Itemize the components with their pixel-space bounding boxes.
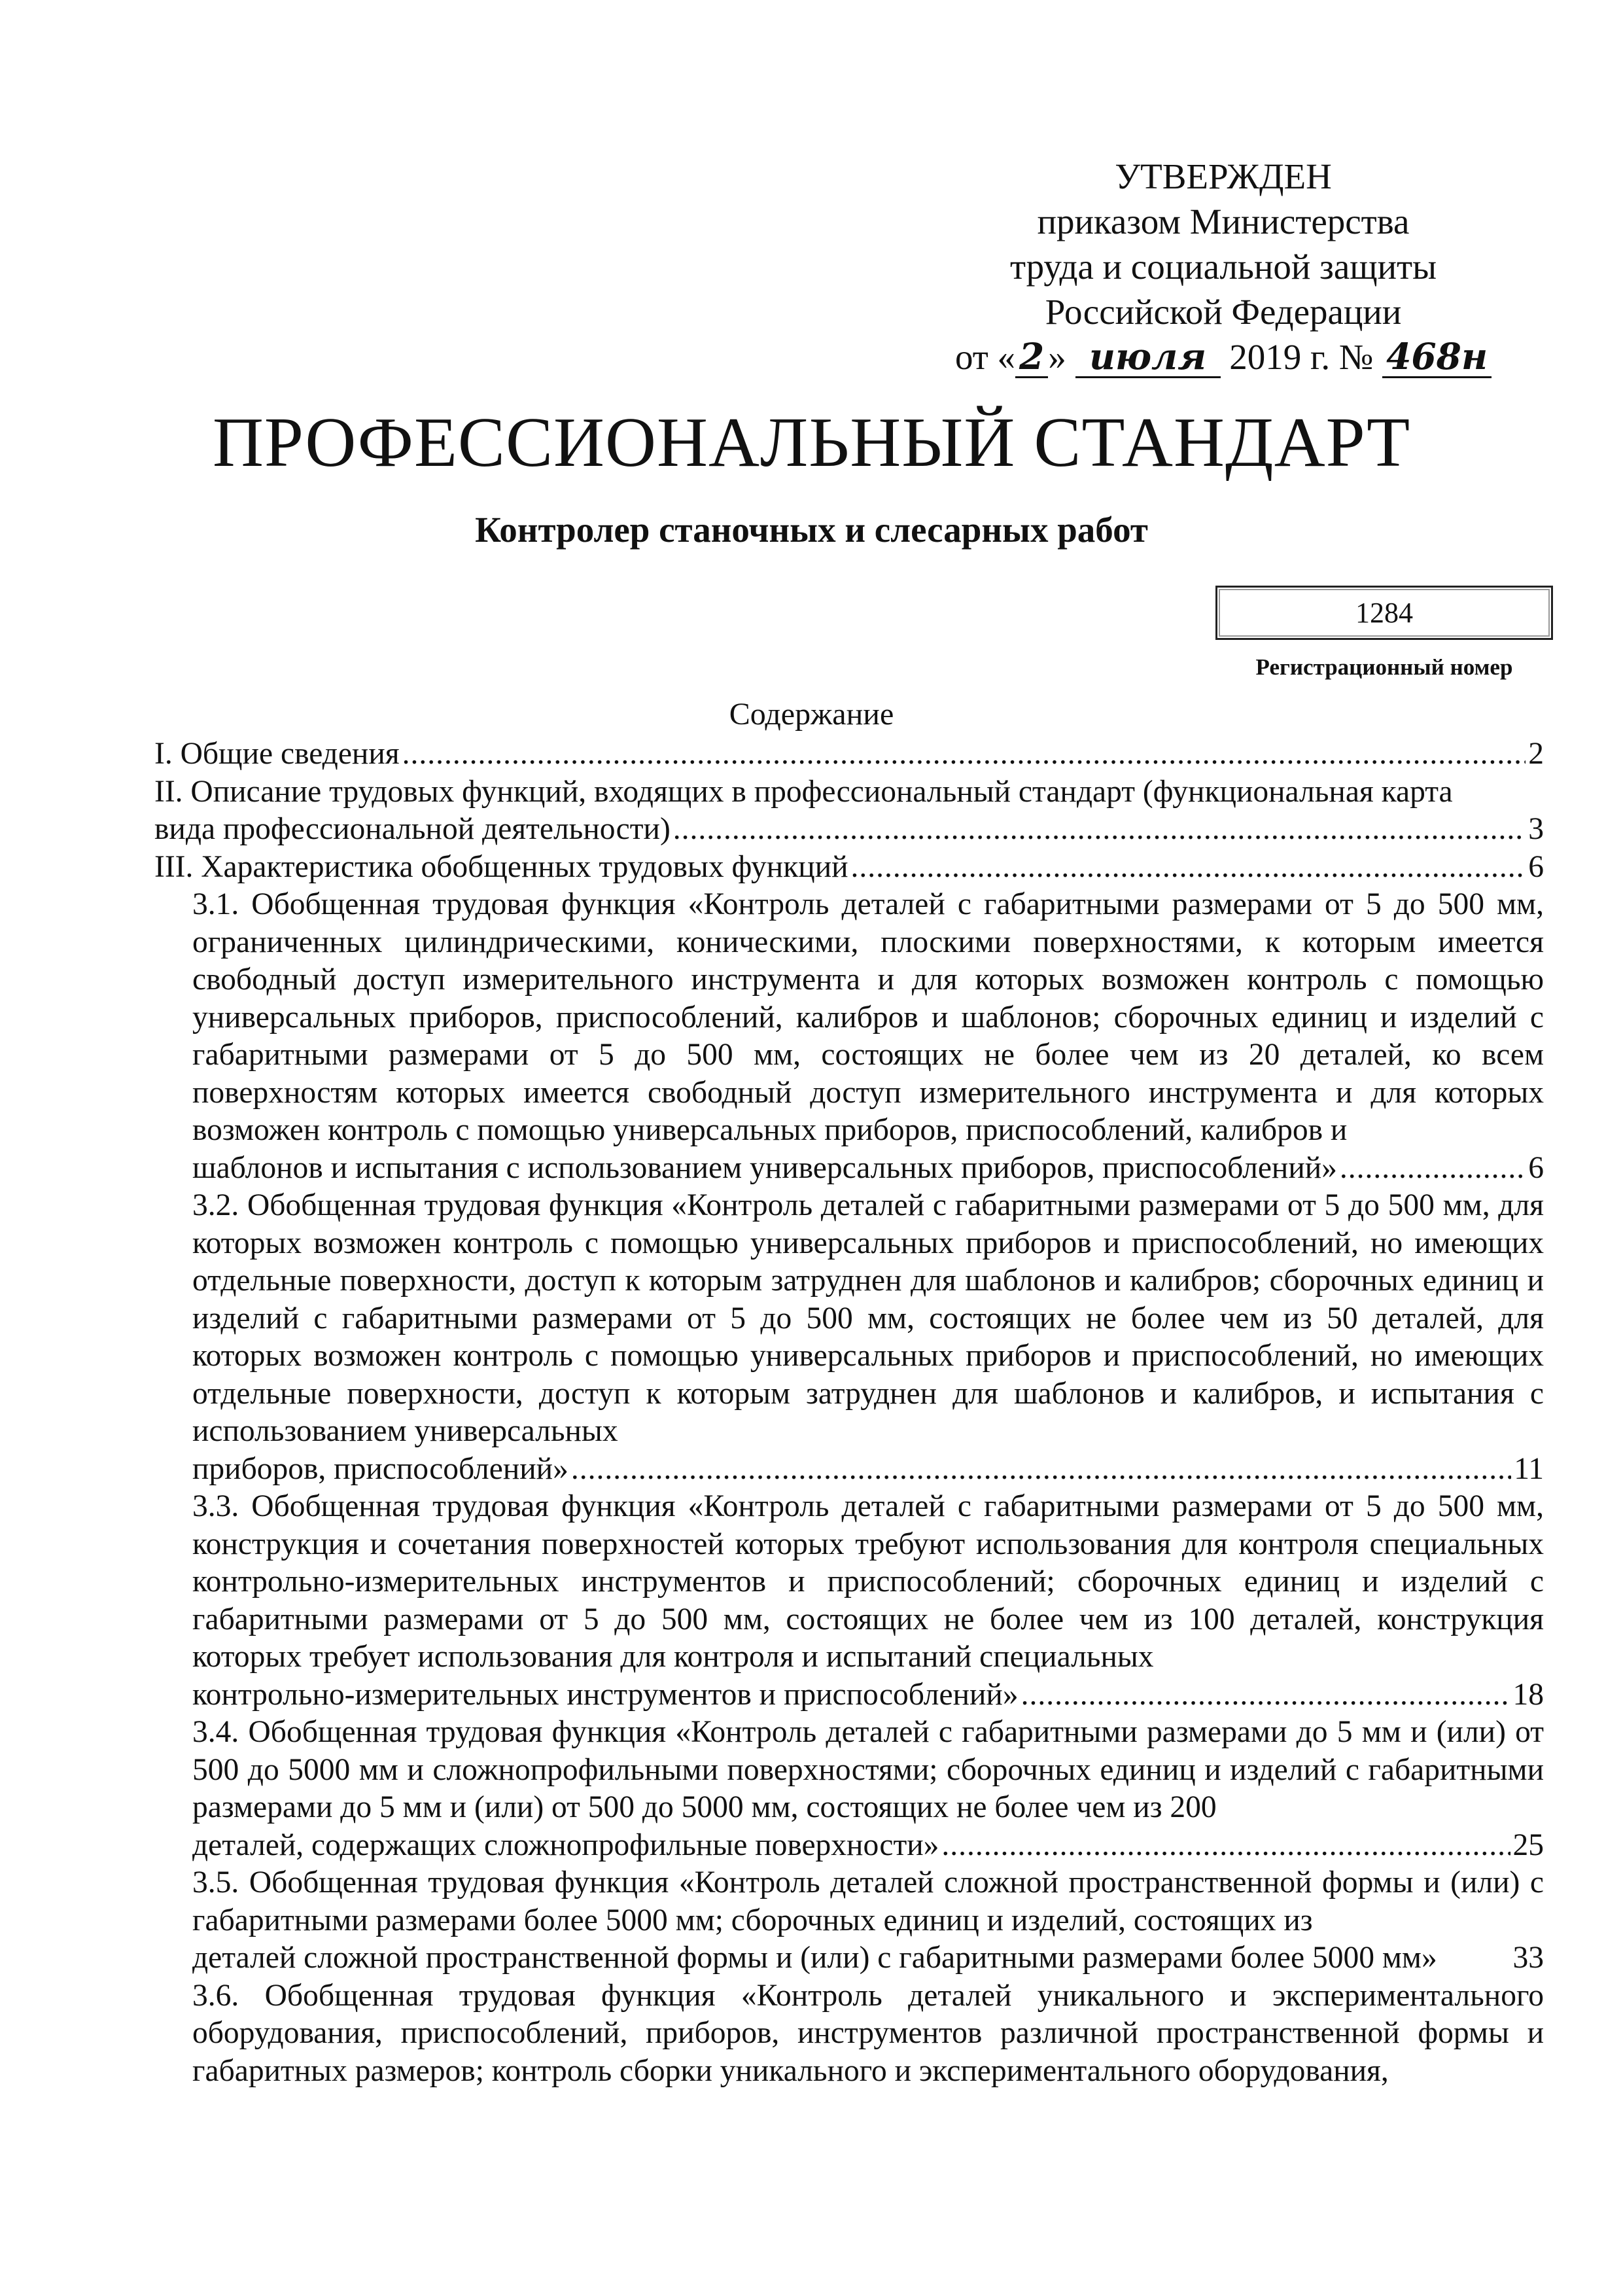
toc-item[interactable] (154, 773, 1544, 849)
toc-item-page: 3 (1528, 812, 1544, 846)
toc-item-text-last: деталей сложной пространственной формы и (или) с габаритными размерами более 5000 мм» (192, 1941, 1437, 1975)
toc-item-text: 3.1. Обобщенная трудовая функция «Контроль деталей с габаритными размерами от 5 до 500 мм, ограниченных цилиндрическими, коническими, плоскими поверхностями, к которым имеется свободный доступ измерительного инструмента и для которых возможен контроль с помощью универсальных приборов, приспособлений, калибров и шаблонов; сборочных единиц и изделий с габаритными размерами от 5 до 500 мм, состоящих не более чем из 20 деталей, ко всем поверхностям которых имеется свободный доступ измерительного инструмента и для которых возможен контроль с помощью универсальных приборов, приспособлений, калибров и (192, 887, 1544, 1147)
toc-item[interactable] (154, 1714, 1544, 1864)
toc-item-text: III. Характеристика обобщенных трудовых функций (154, 849, 848, 884)
toc-item-text-last: приборов, приспособлений» (192, 1451, 568, 1486)
order-date-line (909, 334, 1537, 380)
toc-item-page: 6 (1528, 849, 1544, 884)
toc-item-page: 25 (1512, 1828, 1544, 1862)
order-prefix: от « (954, 337, 1016, 377)
toc-item-text: 3.6. Обобщенная трудовая функция «Контроль деталей уникального и экспериментального оборудования, приспособлений, приборов, инструментов различной пространственной формы и габаритных размеров; контроль сборки уникального и экспериментального оборудования, (192, 1978, 1544, 2088)
toc-item[interactable] (154, 735, 1544, 773)
approval-line-federation: Российской Федерации (1045, 292, 1402, 332)
order-day-handwritten: 2 (1015, 337, 1048, 378)
registration-number-box (1215, 586, 1553, 640)
toc-item-text: 3.2. Обобщенная трудовая функция «Контроль деталей с габаритными размерами от 5 до 500 мм, для которых возможен контроль с помощью универсальных приборов и приспособлений, но имеющих отдельные поверхности, доступ к которым затруднен для шаблонов и калибров; сборочных единиц и изделий с габаритными размерами от 5 до 500 мм, состоящих не более чем из 50 деталей, для которых возможен контроль с помощью универсальных приборов и приспособлений, но имеющих отдельные поверхности, доступ к которым затруднен для шаблонов и калибров, и испытания с использованием универсальных (192, 1188, 1544, 1448)
toc-leader-dots (941, 1827, 1510, 1865)
contents-heading: Содержание (729, 697, 894, 732)
toc-item[interactable] (154, 849, 1544, 887)
approval-block (909, 154, 1537, 380)
approval-heading: УТВЕРЖДЕН (1115, 156, 1332, 196)
toc-item-text: I. Общие сведения (154, 737, 400, 771)
approval-line-order-by: приказом Министерства (1037, 202, 1410, 241)
order-year: 2019 г. № (1229, 337, 1374, 377)
toc-item-text-last: контрольно-измерительных инструментов и приспособлений» (192, 1677, 1019, 1712)
standard-name: Контролер станочных и слесарных работ (475, 510, 1148, 550)
toc-item-text: II. Описание трудовых функций, входящих в профессиональный стандарт (функциональная карта (154, 774, 1453, 809)
toc-item-page: 11 (1514, 1451, 1544, 1486)
registration-number: 1284 (1355, 597, 1413, 629)
toc-leader-dots (1340, 1150, 1526, 1188)
registration-label: Регистрационный номер (1255, 654, 1513, 680)
page-title: ПРОФЕССИОНАЛЬНЫЙ СТАНДАРТ (212, 404, 1411, 482)
approval-line-ministry: труда и социальной защиты (1009, 247, 1437, 287)
toc-item-page: 18 (1512, 1677, 1544, 1712)
toc-leader-dots (571, 1451, 1511, 1489)
toc-item[interactable] (154, 1488, 1544, 1714)
toc-item-page: 6 (1528, 1150, 1544, 1185)
toc-item-page: 2 (1528, 737, 1544, 771)
toc-item-page: 33 (1512, 1941, 1544, 1975)
order-month-handwritten: июля (1075, 337, 1221, 378)
toc-item-text-last: шаблонов и испытания с использованием универсальных приборов, приспособлений» (192, 1150, 1337, 1185)
toc-leader-dots (1021, 1676, 1510, 1714)
toc-leader-dots (402, 735, 1526, 773)
toc-item-text: 3.3. Обобщенная трудовая функция «Контроль деталей с габаритными размерами от 5 до 500 мм, конструкция и сочетания поверхностей которых требуют использования для контроля специальных контрольно-измерительных инструментов и приспособлений; сборочных единиц и изделий с габаритными размерами от 5 до 500 мм, состоящих не более чем из 100 деталей, конструкция которых требует использования для контроля и испытаний специальных (192, 1489, 1544, 1674)
toc-item[interactable] (154, 886, 1544, 1187)
toc-item-text: 3.5. Обобщенная трудовая функция «Контроль деталей сложной пространственной формы и (или) с габаритными размерами более 5000 мм; сборочных единиц и изделий, состоящих из (192, 1865, 1544, 1937)
toc-item[interactable] (154, 1977, 1544, 2091)
toc-leader-dots (673, 811, 1526, 849)
toc-leader-dots (851, 849, 1526, 887)
toc-item-text-last: вида профессиональной деятельности) (154, 812, 671, 846)
toc-item[interactable] (154, 1187, 1544, 1488)
toc-item[interactable] (154, 1864, 1544, 1977)
toc-item-text-last: деталей, содержащих сложнопрофильные поверхности» (192, 1828, 939, 1862)
toc-item-text: 3.4. Обобщенная трудовая функция «Контроль деталей с габаритными размерами до 5 мм и (или) от 500 до 5000 мм и сложнопрофильными поверхностями; сборочных единиц и изделий с габаритными размерами до 5 мм и (или) от 500 до 5000 мм, состоящих не более чем из 200 (192, 1715, 1544, 1824)
order-mid: » (1048, 337, 1066, 377)
table-of-contents (154, 735, 1544, 2090)
order-number-handwritten: 468н (1382, 337, 1492, 378)
